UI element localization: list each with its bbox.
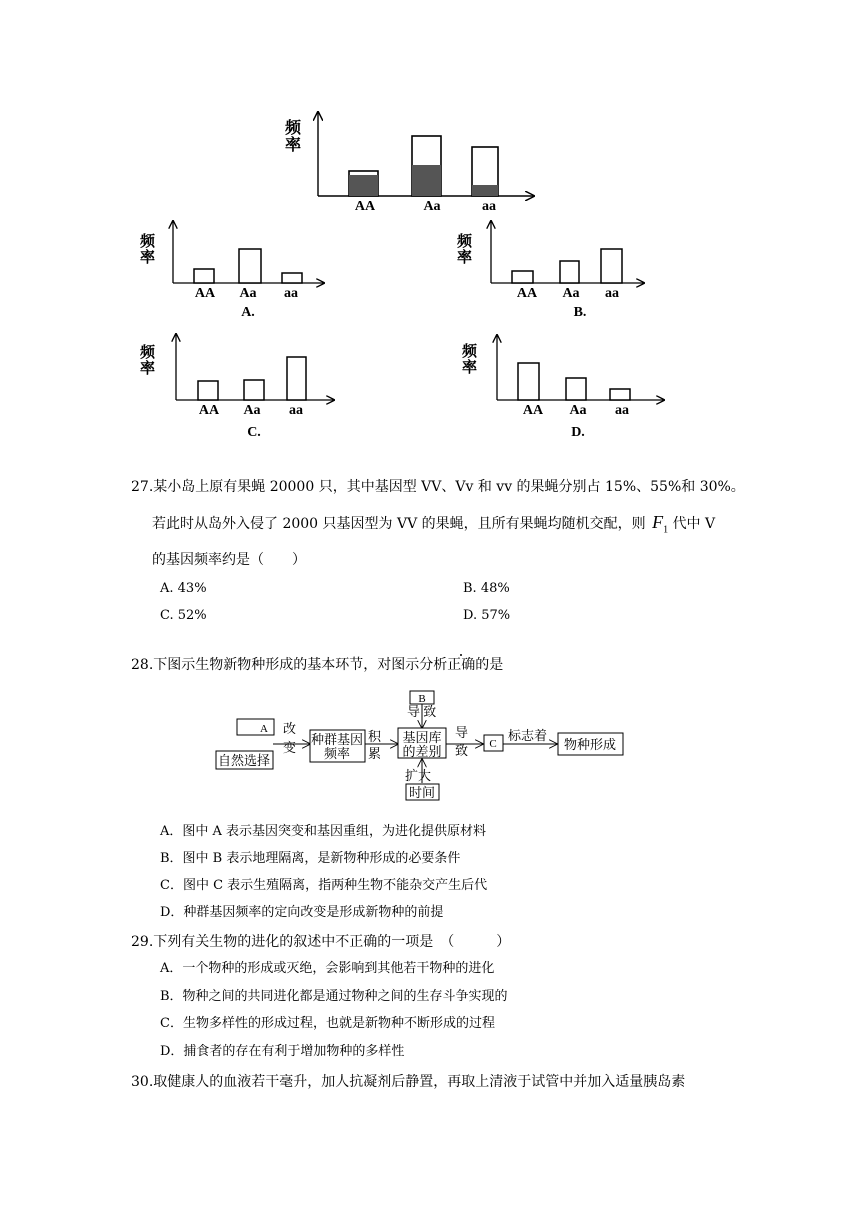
y-axis-label: 率 xyxy=(140,250,156,266)
option-label: D. xyxy=(571,425,585,440)
enlarge-label: 扩大 xyxy=(405,768,432,783)
lead-right-label: 导 xyxy=(455,725,469,740)
lead-right-label: 致 xyxy=(455,743,469,758)
q29-option-d[interactable]: D．捕食者的存在有利于增加物种的多样性 xyxy=(160,1044,405,1059)
y-axis-label: 率 xyxy=(140,361,156,377)
q29-option-c[interactable]: C．生物多样性的形成过程，也就是新物种不断形成的过程 xyxy=(160,1016,495,1031)
box-c-label: C xyxy=(489,738,497,750)
tick-label: Aa xyxy=(569,403,587,418)
q27-option-b[interactable]: B. 48% xyxy=(463,581,510,596)
q27-stem-line1: 27.某小岛上原有果蝇 20000 只，其中基因型 VV、Vv 和 vv 的果蝇分别占 15%、55%和 30%。 xyxy=(131,479,745,495)
box-species-formation-label: 物种形成 xyxy=(563,737,617,752)
f1-symbol: $F_1$ xyxy=(652,512,669,536)
tick-label: aa xyxy=(482,199,496,214)
tick-label: Aa xyxy=(239,286,257,301)
q27-stem-line2a: 若此时从岛外入侵了 2000 只基因型为 VV 的果蝇，且所有果蝇均随机交配，则 xyxy=(152,516,646,532)
tick-label: Aa xyxy=(423,199,441,214)
q29-option-a[interactable]: A．一个物种的形成或灭绝，会影响到其他若干物种的进化 xyxy=(160,961,495,976)
y-axis-label: 率 xyxy=(462,360,478,376)
option-label: C. xyxy=(247,425,261,440)
option-label: B. xyxy=(573,305,587,320)
q27-option-a[interactable]: A. 43% xyxy=(160,581,207,596)
q27-option-d[interactable]: D. 57% xyxy=(463,608,511,623)
change-label: 变 xyxy=(283,740,297,755)
box-gene-pool-diff-line1: 基因库 xyxy=(402,730,442,745)
tick-label: AA xyxy=(354,199,376,214)
q27-stem-line2b: 代中 V xyxy=(672,516,716,532)
tick-label: AA xyxy=(516,286,538,301)
tick-label: aa xyxy=(289,403,303,418)
accumulate-label: 积 xyxy=(368,729,382,744)
q27-option-c[interactable]: C. 52% xyxy=(160,608,207,623)
q28-option-a[interactable]: A．图中 A 表示基因突变和基因重组，为进化提供原材料 xyxy=(160,824,487,839)
option-label: A. xyxy=(241,305,255,320)
tick-label: Aa xyxy=(562,286,580,301)
tick-label: aa xyxy=(605,286,619,301)
box-a xyxy=(237,719,274,735)
y-axis-label: 频 xyxy=(457,234,473,250)
marks-label: 标志着 xyxy=(508,728,548,743)
y-axis-label: 率 xyxy=(285,137,302,154)
tick-label: aa xyxy=(284,286,298,301)
q27-stem-line3: 的基因频率约是（ ） xyxy=(152,552,306,568)
q29-option-b[interactable]: B．物种之间的共同进化都是通过物种之间的生存斗争实现的 xyxy=(160,989,508,1004)
y-axis-label: 频 xyxy=(140,234,156,250)
accumulate-label: 累 xyxy=(368,746,382,761)
q29-stem: 29.下列有关生物的进化的叙述中不正确的一项是 （ ） xyxy=(131,934,511,950)
y-axis-label: 频 xyxy=(285,120,302,137)
tick-label: AA xyxy=(198,403,220,418)
lead-top-label: 导 致 xyxy=(407,704,437,719)
q28-option-b[interactable]: B．图中 B 表示地理隔离，是新物种形成的必要条件 xyxy=(160,851,461,866)
box-gene-pool-diff-line2: 的差别 xyxy=(402,744,442,759)
tick-label: AA xyxy=(522,403,544,418)
change-label: 改 xyxy=(283,721,297,736)
emphasis-word: 正确 xyxy=(447,657,476,673)
tick-label: Aa xyxy=(243,403,261,418)
box-pool-frequency-line1: 种群基因 xyxy=(310,732,364,747)
tick-label: aa xyxy=(615,403,629,418)
box-b-label: B xyxy=(418,693,426,705)
q28-option-d[interactable]: D．种群基因频率的定向改变是形成新物种的前提 xyxy=(160,905,444,920)
box-pool-frequency-line2: 频率 xyxy=(323,746,351,761)
tick-label: AA xyxy=(194,286,216,301)
box-natural-selection-label: 自然选择 xyxy=(217,753,271,768)
y-axis-label: 率 xyxy=(457,250,473,266)
q28-stem: 28.下图示生物新物种形成的基本环节，对图示分析正确的是 xyxy=(131,657,504,673)
box-time-label: 时间 xyxy=(408,785,436,800)
y-axis-label: 频 xyxy=(140,345,156,361)
q28-option-c[interactable]: C．图中 C 表示生殖隔离，指两种生物不能杂交产生后代 xyxy=(160,878,488,893)
y-axis-label: 频 xyxy=(462,344,478,360)
box-a-label: A xyxy=(260,723,268,735)
q30-stem: 30.取健康人的血液若干毫升，加人抗凝剂后静置，再取上清液于试管中并加入适量胰岛素 xyxy=(131,1074,686,1090)
